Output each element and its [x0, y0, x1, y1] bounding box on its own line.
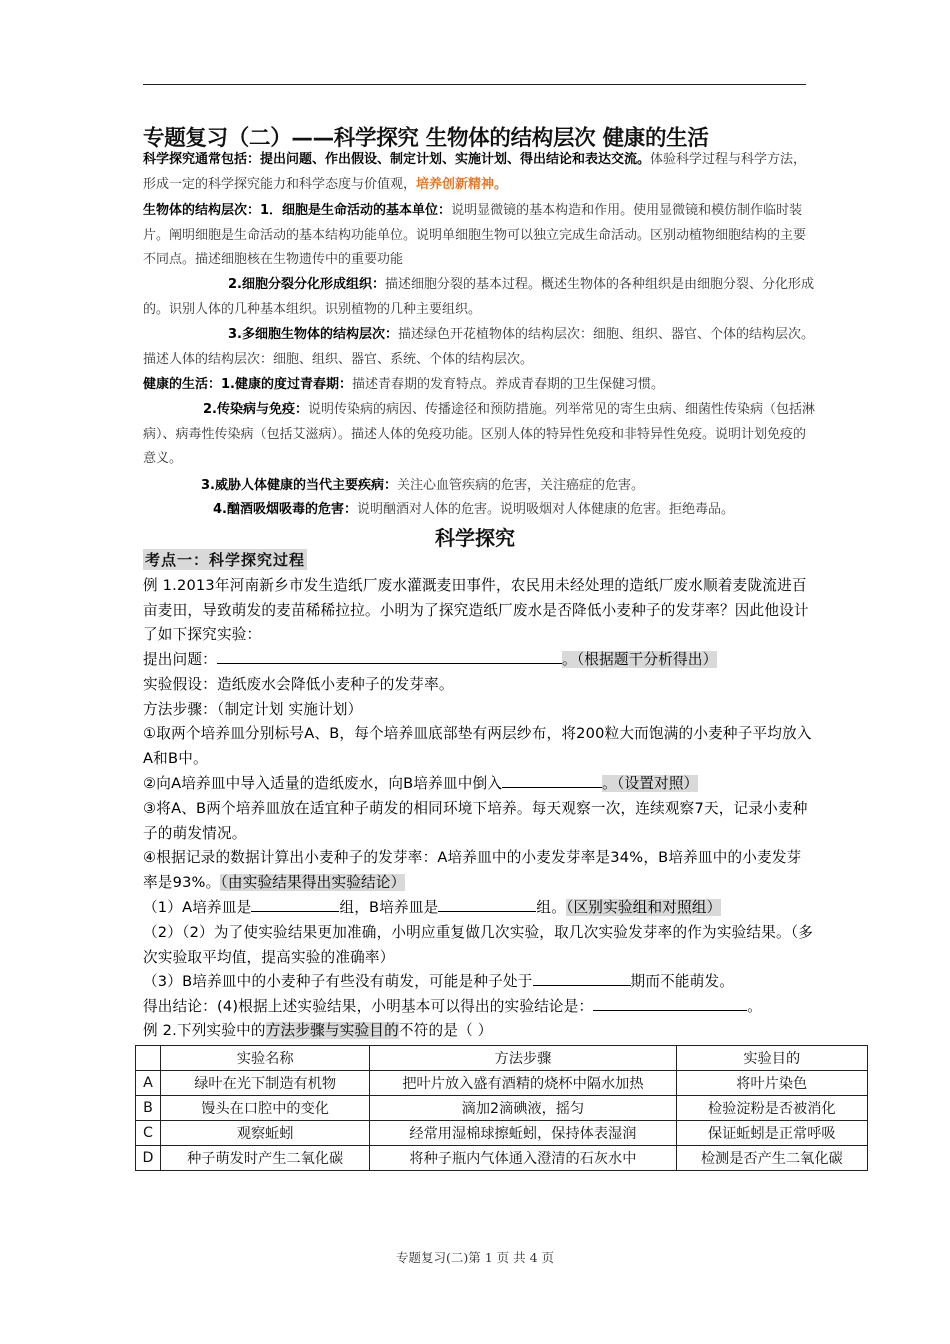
page-footer: 专题复习(二)第 1 页 共 4 页	[395, 1250, 555, 1265]
health-3-paragraph	[143, 474, 815, 499]
table-header-cell: 实验目的	[676, 1046, 867, 1071]
sub3-b: 期而不能萌发。	[630, 973, 735, 990]
table-row	[136, 1146, 868, 1171]
step-3: ③将A、B两个培养皿放在适宜种子萌发的相同环境下培养。每天观察一次，连续观察7天，记录小麦种子的萌发情况。	[143, 800, 808, 842]
levels-3-text: 描述绿色开花植物体的结构层次：细胞、组织、器官、个体的结构层次。描述人体的结构层次：细胞、组织、器官、系统、个体的结构层次。	[143, 327, 814, 367]
levels-2-bold: 2.细胞分裂分化形成组织：	[228, 277, 385, 292]
health-4-text: 说明酗酒对人体的危害。说明吸烟对人体健康的危害。拒绝毒品。	[356, 502, 734, 517]
levels-1-text: 说明显微镜的基本构造和作用。使用显微镜和模仿制作临时装片。阐明细胞是生命活动的基本结构功能单位。说明单细胞生物可以独立完成生命活动。区别动植物细胞结构的主要不同点。描述细胞核在生物遗传中的重要功能	[143, 203, 807, 268]
option-label: D	[136, 1146, 161, 1171]
levels-3-paragraph	[143, 323, 815, 372]
health-3-bold: 3.威胁人体健康的当代主要疾病：	[201, 478, 397, 493]
health-2-bold: 2.传染病与免疫：	[203, 402, 308, 417]
step-1: ①取两个培养皿分别标号A、B，每个培养皿底部垫有两层纱布，将200粒大而饱满的小麦种子平均放入A和B中。	[143, 725, 812, 767]
health-1-text: 描述青春期的发育特点。养成青春期的卫生保健习惯。	[352, 377, 665, 392]
table-row	[136, 1121, 868, 1146]
example2-stem-b: 不符的是（ ）	[398, 1022, 493, 1039]
health-label: 健康的生活：	[143, 377, 222, 392]
sub1-c: 组。	[536, 899, 567, 916]
step-2-blank[interactable]	[502, 772, 602, 788]
step-2-text: ②向A培养皿中导入适量的造纸废水，向B培养皿中倒入	[143, 775, 503, 792]
hypothesis-line: 实验假设：造纸废水会降低小麦种子的发芽率。	[143, 676, 454, 693]
inquiry-bold: 科学探究通常包括：提出问题、作出假设、制定计划、实施计划、得出结论和表达交流。	[143, 152, 651, 167]
step-2-hint: 。（设置对照）	[602, 775, 699, 792]
method-line: 方法步骤：（制定计划 实施计划）	[143, 701, 363, 718]
health-2-text: 说明传染病的病因、传播途径和预防措施。列举常见的寄生虫病、细菌性传染病（包括淋病）、病毒性传染病（包括艾滋病）。描述人体的免疫功能。区别人体的特异性免疫和非特异性免疫。说明计划免疫的意义。	[143, 402, 815, 467]
table-cell: 保证蚯蚓是正常呼吸	[676, 1121, 867, 1146]
table-row	[136, 1096, 868, 1121]
table-cell: 将叶片染色	[676, 1071, 867, 1096]
table-header-cell: 方法步骤	[370, 1046, 676, 1071]
sub3-a: （3）B培养皿中的小麦种子有些没有萌发，可能是种子处于	[143, 973, 533, 990]
sub4-blank[interactable]	[593, 995, 747, 1011]
sub1-b: 组，B培养皿是	[339, 899, 439, 916]
sub-question-2: （2）（2）为了使实验结果更加准确，小明应重复做几次实验，取几次实验发芽率的作为实验结果。（多次实验取平均值，提高实验的准确率）	[143, 924, 814, 966]
option-label: B	[136, 1096, 161, 1121]
option-label: A	[136, 1071, 161, 1096]
table-header-cell	[136, 1046, 161, 1071]
levels-label: 生物体的结构层次：	[143, 203, 261, 218]
example1-stem: 例 1.2013年河南新乡市发生造纸厂废水灌溉麦田事件，农民用未经处理的造纸厂废水顺着麦陇流进百亩麦田，导致萌发的麦苗稀稀拉拉。小明为了探究造纸厂废水是否降低小麦种子的发芽率？因此他设计了如下探究实验：	[143, 577, 809, 644]
example2-stem-highlight: 方法步骤与实验目的	[265, 1022, 399, 1039]
step-2	[143, 772, 815, 797]
step-4-text: ④根据记录的数据计算出小麦种子的发芽率：A培养皿中的小麦发芽率是34%，B培养皿中的小麦发芽率是93%。	[143, 849, 802, 891]
health-2-paragraph	[143, 398, 815, 472]
example2-stem	[143, 1019, 815, 1044]
table-cell: 种子萌发时产生二氧化碳	[160, 1146, 369, 1171]
step-4-hint: （由实验结果得出实验结论）	[220, 873, 406, 891]
question-answer-blank[interactable]	[217, 648, 562, 664]
table-header-cell: 实验名称	[160, 1046, 369, 1071]
table-cell: 观察蚯蚓	[160, 1121, 369, 1146]
health-4-paragraph	[143, 498, 815, 523]
table-cell: 滴加2滴碘液，摇匀	[370, 1096, 676, 1121]
sub1-a: （1）A培养皿是	[143, 899, 252, 916]
health-1-bold: 1.健康的度过青春期：	[221, 377, 352, 392]
sub-question-3	[143, 970, 815, 995]
levels-2-text: 描述细胞分裂的基本过程。概述生物体的各种组织是由细胞分裂、分化形成的。识别人体的几种基本组织。识别植物的几种主要组织。	[143, 277, 814, 317]
sub1-hint: （区别实验组和对照组）	[566, 899, 722, 916]
levels-2-paragraph	[143, 273, 815, 322]
inquiry-text: 体验科学过程与科学方法，形成一定的科学探究能力和科学态度与价值观，	[143, 152, 807, 192]
experiment-table	[135, 1045, 868, 1171]
question-label: 提出问题：	[143, 651, 217, 668]
levels-3-bold: 3.多细胞生物体的结构层次：	[228, 327, 398, 342]
page-title: 专题复习（二）——科学探究 生物体的结构层次 健康的生活	[143, 126, 709, 151]
sub4-a: 得出结论：(4)根据上述实验结果，小明基本可以得出的实验结论是：	[143, 998, 594, 1015]
sub1-blank-a[interactable]	[251, 896, 339, 912]
table-cell: 经常用湿棉球擦蚯蚓，保持体表湿润	[370, 1121, 676, 1146]
table-cell: 检验淀粉是否被消化	[676, 1096, 867, 1121]
example2-stem-a: 例 2.下列实验中的	[143, 1022, 266, 1039]
health-1-paragraph	[143, 373, 815, 398]
sub1-blank-b[interactable]	[438, 896, 536, 912]
inquiry-orange: 培养创新精神。	[416, 176, 508, 192]
health-4-bold: 4.酗酒吸烟吸毒的危害：	[213, 502, 357, 517]
sub4-b: 。	[747, 998, 763, 1015]
table-cell: 检测是否产生二氧化碳	[676, 1146, 867, 1171]
inquiry-paragraph	[143, 148, 815, 197]
question-hint: 。（根据题干分析得出）	[561, 651, 718, 668]
section-title: 科学探究	[435, 526, 515, 550]
step-4	[143, 846, 815, 895]
option-label: C	[136, 1121, 161, 1146]
table-row	[136, 1071, 868, 1096]
table-header-row	[136, 1046, 868, 1071]
health-3-text: 关注心血管疾病的危害，关注癌症的危害。	[396, 478, 644, 493]
levels-1-paragraph	[143, 199, 815, 273]
sub-question-4	[143, 995, 815, 1020]
table-cell: 馒头在口腔中的变化	[160, 1096, 369, 1121]
kaodian-heading: 考点一：科学探究过程	[145, 551, 306, 569]
table-cell: 将种子瓶内气体通入澄清的石灰水中	[370, 1146, 676, 1171]
levels-1-bold: 1．细胞是生命活动的基本单位：	[260, 203, 452, 218]
example1-question-line	[143, 648, 815, 673]
sub-question-1	[143, 896, 815, 921]
table-cell: 绿叶在光下制造有机物	[160, 1071, 369, 1096]
sub3-blank[interactable]	[533, 970, 631, 986]
table-cell: 把叶片放入盛有酒精的烧杯中隔水加热	[370, 1071, 676, 1096]
header-rule	[143, 84, 806, 85]
